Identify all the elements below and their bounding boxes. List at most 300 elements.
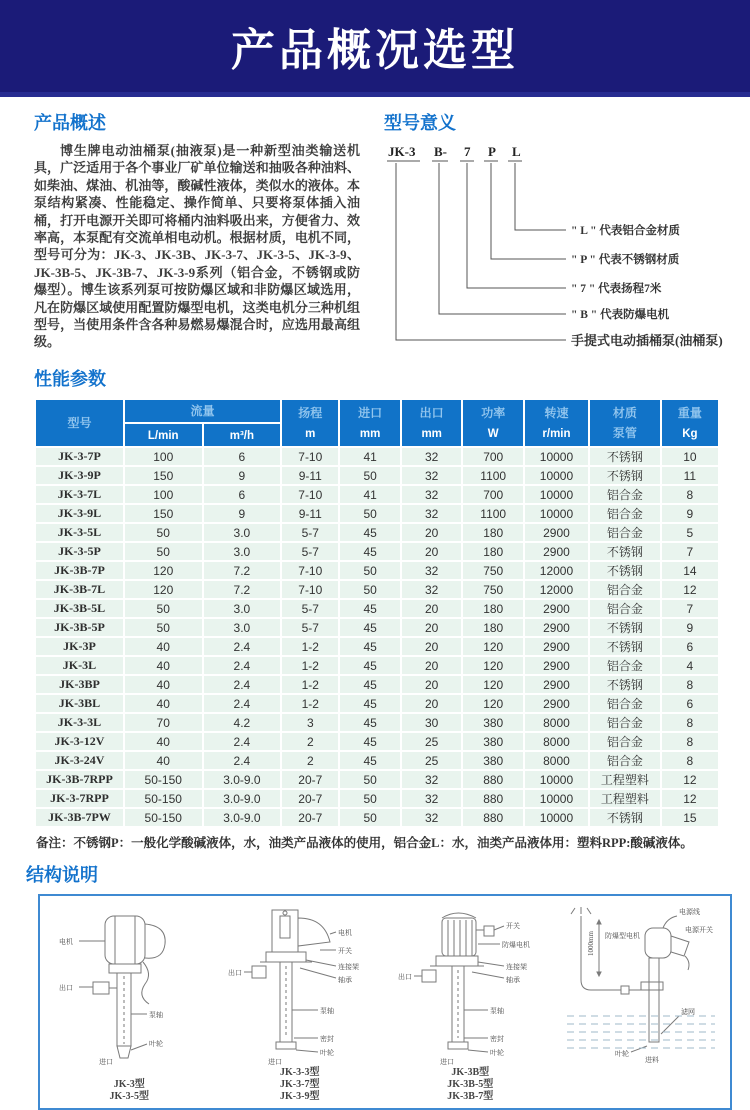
value-cell: 3.0 [203, 542, 282, 561]
value-cell: 7-10 [281, 561, 339, 580]
value-cell: 32 [401, 561, 463, 580]
value-cell: 120 [462, 675, 524, 694]
value-cell: 20 [401, 542, 463, 561]
value-cell: 45 [339, 656, 401, 675]
pump-diagram-jk33 [224, 904, 376, 1103]
value-cell: 3.0-9.0 [203, 770, 282, 789]
model-cell: JK-3B-7L [35, 580, 124, 599]
model-meaning-section [360, 107, 723, 355]
dimension-label: 1000mm [586, 931, 595, 956]
value-cell: 1-2 [281, 637, 339, 656]
value-cell: 20-7 [281, 770, 339, 789]
value-cell: 10000 [524, 466, 589, 485]
diagram-label: 电源线 [678, 908, 700, 916]
table-row [35, 656, 719, 675]
pump-drawing [53, 904, 205, 1066]
table-row [35, 675, 719, 694]
value-cell: 50 [339, 504, 401, 523]
value-cell: 不锈钢 [589, 618, 661, 637]
value-cell: 铝合金 [589, 713, 661, 732]
diagram-caption: JK-3-5型 [109, 1091, 149, 1102]
value-cell: 45 [339, 751, 401, 770]
value-cell: 10000 [524, 770, 589, 789]
col-header-flow-lmin: L/min [124, 423, 203, 447]
value-cell: 45 [339, 675, 401, 694]
pump-diagram-jk3b [394, 904, 546, 1103]
value-cell: 3.0-9.0 [203, 808, 282, 827]
value-cell: 120 [124, 561, 203, 580]
diagram-label: 滤网 [680, 1008, 695, 1016]
value-cell: 880 [462, 808, 524, 827]
value-cell: 铝合金 [589, 599, 661, 618]
page-title: 产品概况选型 [231, 26, 519, 75]
value-cell: 铝合金 [589, 694, 661, 713]
overview-heading: 产品概述 [34, 113, 106, 133]
diagram-caption: JK-3-7型 [280, 1079, 320, 1090]
model-meaning-heading: 型号意义 [384, 113, 456, 133]
value-cell: 32 [401, 447, 463, 466]
table-row [35, 637, 719, 656]
value-cell: 50-150 [124, 789, 203, 808]
model-code-part: 7 [464, 144, 471, 159]
table-row [35, 770, 719, 789]
value-cell: 1-2 [281, 656, 339, 675]
value-cell: 7-10 [281, 447, 339, 466]
value-cell: 7.2 [203, 580, 282, 599]
value-cell: 50 [339, 580, 401, 599]
model-cell: JK-3-5P [35, 542, 124, 561]
value-cell: 50 [339, 808, 401, 827]
pump-drawing [394, 904, 546, 1066]
model-cell: JK-3BP [35, 675, 124, 694]
table-row [35, 485, 719, 504]
diagram-label: 密封 [319, 1035, 334, 1043]
table-row [35, 561, 719, 580]
value-cell: 1100 [462, 466, 524, 485]
model-explanation: " P " 代表不锈钢材质 [571, 254, 680, 266]
performance-table-head [35, 399, 719, 447]
table-row [35, 618, 719, 637]
pump-diagram-jk3 [53, 904, 205, 1103]
model-explanation: " 7 " 代表扬程7米 [571, 283, 662, 295]
value-cell: 7-10 [281, 485, 339, 504]
value-cell: 2900 [524, 542, 589, 561]
model-cell: JK-3B-7P [35, 561, 124, 580]
diagram-label: 进口 [440, 1058, 455, 1066]
value-cell: 40 [124, 637, 203, 656]
value-cell: 3.0 [203, 523, 282, 542]
value-cell: 5-7 [281, 523, 339, 542]
value-cell: 180 [462, 542, 524, 561]
structure-diagrams-box [38, 894, 732, 1110]
value-cell: 20 [401, 656, 463, 675]
value-cell: 2 [281, 751, 339, 770]
page-banner [0, 0, 750, 97]
col-header-speed: 转速 r/min [524, 399, 589, 447]
value-cell: 10000 [524, 504, 589, 523]
model-explanation: 手提式电动插桶泵(油桶泵) [571, 333, 723, 348]
value-cell: 15 [661, 808, 719, 827]
value-cell: 750 [462, 580, 524, 599]
value-cell: 8 [661, 675, 719, 694]
value-cell: 2.4 [203, 732, 282, 751]
value-cell: 4 [661, 656, 719, 675]
model-cell: JK-3B-7PW [35, 808, 124, 827]
diagram-label: 防爆电机 [502, 941, 531, 949]
diagram-label: 防爆型电机 [604, 932, 640, 940]
value-cell: 12000 [524, 561, 589, 580]
value-cell: 50-150 [124, 770, 203, 789]
value-cell: 工程塑料 [589, 770, 661, 789]
diagram-label: 进料 [644, 1056, 659, 1064]
value-cell: 32 [401, 808, 463, 827]
value-cell: 6 [661, 694, 719, 713]
value-cell: 3 [281, 713, 339, 732]
value-cell: 不锈钢 [589, 637, 661, 656]
value-cell: 750 [462, 561, 524, 580]
value-cell: 铝合金 [589, 732, 661, 751]
value-cell: 700 [462, 485, 524, 504]
model-meaning-diagram [384, 142, 723, 350]
value-cell: 25 [401, 732, 463, 751]
diagram-caption: JK-3-3型 [280, 1067, 320, 1078]
value-cell: 7-10 [281, 580, 339, 599]
value-cell: 380 [462, 732, 524, 751]
value-cell: 6 [661, 637, 719, 656]
value-cell: 11 [661, 466, 719, 485]
table-row [35, 808, 719, 827]
value-cell: 45 [339, 599, 401, 618]
value-cell: 6 [203, 485, 282, 504]
value-cell: 9 [203, 466, 282, 485]
table-note: 备注：不锈钢P：一般化学酸碱液体，水，油类产品液体的使用，铝合金L：水，油类产品液体用：塑料RPP:酸碱液体。 [36, 836, 693, 850]
value-cell: 20-7 [281, 808, 339, 827]
value-cell: 20 [401, 675, 463, 694]
diagram-label: 叶轮 [614, 1050, 629, 1058]
col-header-inlet: 进口 mm [339, 399, 401, 447]
value-cell: 不锈钢 [589, 466, 661, 485]
model-code-part: L [512, 144, 521, 159]
value-cell: 120 [124, 580, 203, 599]
table-row [35, 447, 719, 466]
value-cell: 7 [661, 542, 719, 561]
col-header-flow: 流量 [124, 399, 281, 423]
value-cell: 2.4 [203, 694, 282, 713]
value-cell: 5-7 [281, 599, 339, 618]
value-cell: 12 [661, 580, 719, 599]
value-cell: 40 [124, 675, 203, 694]
value-cell: 8 [661, 713, 719, 732]
value-cell: 不锈钢 [589, 447, 661, 466]
value-cell: 14 [661, 561, 719, 580]
value-cell: 70 [124, 713, 203, 732]
model-cell: JK-3B-5P [35, 618, 124, 637]
value-cell: 10000 [524, 808, 589, 827]
model-cell: JK-3B-7RPP [35, 770, 124, 789]
page-content [0, 97, 750, 887]
value-cell: 180 [462, 618, 524, 637]
col-header-flow-m3h: m³/h [203, 423, 282, 447]
diagram-label: 电机 [337, 929, 352, 937]
diagram-caption: JK-3B-5型 [447, 1079, 494, 1090]
value-cell: 2900 [524, 675, 589, 694]
diagram-caption: JK-3-9型 [280, 1091, 320, 1102]
value-cell: 工程塑料 [589, 789, 661, 808]
value-cell: 50 [124, 618, 203, 637]
value-cell: 5-7 [281, 618, 339, 637]
value-cell: 12 [661, 770, 719, 789]
value-cell: 6 [203, 447, 282, 466]
value-cell: 2900 [524, 656, 589, 675]
value-cell: 1-2 [281, 675, 339, 694]
value-cell: 50 [124, 542, 203, 561]
value-cell: 12000 [524, 580, 589, 599]
value-cell: 8000 [524, 751, 589, 770]
diagram-label: 出口 [398, 973, 413, 981]
value-cell: 20 [401, 523, 463, 542]
diagram-label: 叶轮 [149, 1040, 164, 1048]
model-code-part: B- [434, 144, 447, 159]
value-cell: 180 [462, 523, 524, 542]
diagram-captions [110, 1066, 149, 1103]
value-cell: 不锈钢 [589, 675, 661, 694]
value-cell: 32 [401, 770, 463, 789]
table-row [35, 789, 719, 808]
diagram-label: 进口 [267, 1058, 282, 1066]
performance-table [34, 398, 720, 828]
value-cell: 180 [462, 599, 524, 618]
value-cell: 32 [401, 580, 463, 599]
value-cell: 50-150 [124, 808, 203, 827]
overview-paragraph: 博生牌电动油桶泵(抽液泵)是一种新型油类输送机具，广泛适用于各个事业厂矿单位输送和抽吸各种油料、如柴油、煤油、机油等，酸碱性液体，类似水的液体。本泵结构紧凑、性能稳定、操作简单、只要将泵体插入油桶，打开电源开关即可将桶内油料吸出来，方便省力、效率高，本泵配有交流单相电动机。根据材质，电机不同，型号可分为：JK-3、JK-3B、JK-3-7、JK-3-5、JK-3-9、JK-3B-5、JK-3B-7、JK-3-9系列（铝合金，不锈钢或防爆型）。博生该系列泵可按防爆区域和非防爆区域选用，凡在防爆区域使用配置防爆型电机，这类电机分三种机组型号，当使用条件含各种易燃易爆混合时，应选用最高组级。 [34, 143, 360, 350]
diagram-label: 连接架 [506, 963, 528, 971]
value-cell: 40 [124, 694, 203, 713]
value-cell: 20 [401, 637, 463, 656]
diagram-label: 轴承 [506, 976, 521, 984]
value-cell: 不锈钢 [589, 542, 661, 561]
value-cell: 3.0-9.0 [203, 789, 282, 808]
value-cell: 铝合金 [589, 523, 661, 542]
value-cell: 32 [401, 504, 463, 523]
value-cell: 2900 [524, 637, 589, 656]
model-cell: JK-3BL [35, 694, 124, 713]
table-row [35, 504, 719, 523]
value-cell: 20 [401, 599, 463, 618]
diagram-caption: JK-3B型 [451, 1067, 490, 1078]
value-cell: 7 [661, 599, 719, 618]
diagram-captions [447, 1066, 493, 1103]
value-cell: 50 [339, 466, 401, 485]
diagram-label: 泵轴 [149, 1011, 164, 1019]
value-cell: 10000 [524, 447, 589, 466]
value-cell: 不锈钢 [589, 808, 661, 827]
col-header-weight: 重量 Kg [661, 399, 719, 447]
value-cell: 9 [661, 504, 719, 523]
value-cell: 20-7 [281, 789, 339, 808]
diagram-caption: JK-3型 [113, 1079, 145, 1090]
performance-heading: 性能参数 [34, 369, 106, 389]
diagram-label: 叶轮 [319, 1049, 334, 1057]
value-cell: 5-7 [281, 542, 339, 561]
pump-drawing [561, 904, 721, 1066]
table-row [35, 751, 719, 770]
model-explanation: " B " 代表防爆电机 [571, 309, 670, 321]
table-row [35, 732, 719, 751]
value-cell: 100 [124, 485, 203, 504]
value-cell: 380 [462, 751, 524, 770]
value-cell: 铝合金 [589, 751, 661, 770]
diagram-label: 开关 [506, 922, 521, 930]
value-cell: 45 [339, 523, 401, 542]
value-cell: 45 [339, 618, 401, 637]
value-cell: 20 [401, 618, 463, 637]
value-cell: 1100 [462, 504, 524, 523]
diagram-label: 出口 [59, 984, 74, 992]
value-cell: 120 [462, 656, 524, 675]
model-cell: JK-3-9P [35, 466, 124, 485]
table-row [35, 542, 719, 561]
model-cell: JK-3-24V [35, 751, 124, 770]
diagram-label: 开关 [337, 947, 352, 955]
value-cell: 40 [124, 732, 203, 751]
value-cell: 2900 [524, 694, 589, 713]
value-cell: 2.4 [203, 656, 282, 675]
value-cell: 40 [124, 656, 203, 675]
col-header-material: 材质 泵管 [589, 399, 661, 447]
value-cell: 45 [339, 713, 401, 732]
top-section [34, 107, 723, 355]
value-cell: 9-11 [281, 466, 339, 485]
model-cell: JK-3P [35, 637, 124, 656]
value-cell: 8 [661, 485, 719, 504]
value-cell: 10 [661, 447, 719, 466]
value-cell: 10000 [524, 789, 589, 808]
diagram-label: 密封 [490, 1035, 505, 1043]
value-cell: 5 [661, 523, 719, 542]
table-row [35, 713, 719, 732]
value-cell: 32 [401, 485, 463, 504]
value-cell: 41 [339, 485, 401, 504]
value-cell: 150 [124, 504, 203, 523]
value-cell: 铝合金 [589, 580, 661, 599]
diagram-label: 泵轴 [319, 1007, 334, 1015]
value-cell: 8000 [524, 732, 589, 751]
value-cell: 50 [124, 523, 203, 542]
value-cell: 1-2 [281, 694, 339, 713]
value-cell: 45 [339, 542, 401, 561]
value-cell: 7.2 [203, 561, 282, 580]
diagram-label: 电机 [59, 938, 74, 946]
diagram-captions [280, 1066, 319, 1103]
value-cell: 3.0 [203, 618, 282, 637]
structure-heading: 结构说明 [26, 865, 98, 885]
value-cell: 25 [401, 751, 463, 770]
diagram-label: 泵轴 [490, 1007, 505, 1015]
diagram-caption: JK-3B-7型 [447, 1091, 494, 1102]
value-cell: 8000 [524, 713, 589, 732]
value-cell: 3.0 [203, 599, 282, 618]
value-cell: 50 [339, 770, 401, 789]
diagram-label: 电源开关 [684, 926, 713, 934]
value-cell: 10000 [524, 485, 589, 504]
value-cell: 40 [124, 751, 203, 770]
model-cell: JK-3-7RPP [35, 789, 124, 808]
col-header-power: 功率 W [462, 399, 524, 447]
value-cell: 8 [661, 732, 719, 751]
value-cell: 32 [401, 789, 463, 808]
value-cell: 铝合金 [589, 485, 661, 504]
value-cell: 150 [124, 466, 203, 485]
table-row [35, 466, 719, 485]
diagram-label: 连接架 [337, 963, 359, 971]
model-cell: JK-3-3L [35, 713, 124, 732]
pump-drawing [224, 904, 376, 1066]
value-cell: 700 [462, 447, 524, 466]
model-cell: JK-3-7L [35, 485, 124, 504]
col-header-model: 型号 [35, 399, 124, 447]
model-cell: JK-3L [35, 656, 124, 675]
value-cell: 41 [339, 447, 401, 466]
diagram-label: 轴承 [337, 976, 352, 984]
pump-usage-diagram [565, 904, 717, 1103]
value-cell: 2.4 [203, 751, 282, 770]
table-row [35, 580, 719, 599]
value-cell: 2 [281, 732, 339, 751]
overview-section [34, 107, 360, 355]
value-cell: 50 [339, 789, 401, 808]
value-cell: 9 [203, 504, 282, 523]
performance-table-body [35, 447, 719, 827]
value-cell: 2900 [524, 618, 589, 637]
value-cell: 2900 [524, 599, 589, 618]
model-cell: JK-3-9L [35, 504, 124, 523]
value-cell: 32 [401, 466, 463, 485]
col-header-head: 扬程 m [281, 399, 339, 447]
diagram-label: 出口 [227, 969, 242, 977]
value-cell: 50 [339, 561, 401, 580]
value-cell: 铝合金 [589, 504, 661, 523]
value-cell: 880 [462, 770, 524, 789]
diagram-label: 进口 [99, 1058, 114, 1066]
value-cell: 铝合金 [589, 656, 661, 675]
col-header-outlet: 出口 mm [401, 399, 463, 447]
value-cell: 880 [462, 789, 524, 808]
value-cell: 45 [339, 732, 401, 751]
model-code-part: P [488, 144, 496, 159]
value-cell: 9-11 [281, 504, 339, 523]
value-cell: 120 [462, 694, 524, 713]
table-row [35, 599, 719, 618]
value-cell: 45 [339, 694, 401, 713]
value-cell: 不锈钢 [589, 561, 661, 580]
value-cell: 50 [124, 599, 203, 618]
value-cell: 2.4 [203, 675, 282, 694]
value-cell: 4.2 [203, 713, 282, 732]
value-cell: 2900 [524, 523, 589, 542]
value-cell: 9 [661, 618, 719, 637]
value-cell: 20 [401, 694, 463, 713]
value-cell: 120 [462, 637, 524, 656]
value-cell: 12 [661, 789, 719, 808]
model-explanation: " L " 代表铝合金材质 [571, 225, 680, 237]
value-cell: 380 [462, 713, 524, 732]
table-row [35, 694, 719, 713]
value-cell: 8 [661, 751, 719, 770]
model-code-part: JK-3 [388, 144, 416, 159]
table-row [35, 523, 719, 542]
model-cell: JK-3-7P [35, 447, 124, 466]
diagram-label: 叶轮 [490, 1049, 505, 1057]
